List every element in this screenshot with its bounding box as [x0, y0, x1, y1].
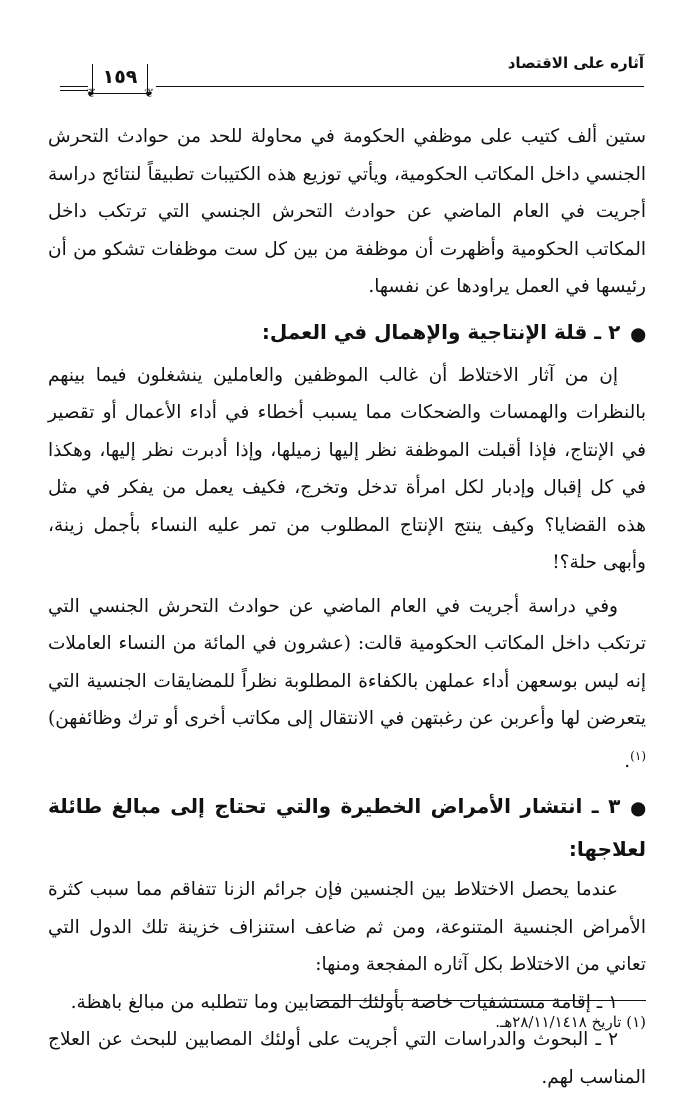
list-item: ١ ـ إقامة مستشفيات خاصة بأولئك المصابين وما تتطلبه من مبالغ باهظة. — [70, 991, 618, 1013]
section-heading-2-text: ٢ ـ قلة الإنتاجية والإهمال في العمل: — [261, 319, 621, 344]
header-rule-left-top — [60, 86, 88, 87]
section-heading-3 — [48, 786, 646, 869]
paragraph-3 — [48, 588, 646, 781]
page-number-frame — [86, 62, 154, 100]
footnote-reference: (١) — [630, 748, 646, 763]
list-item: ٢ ـ البحوث والدراسات التي أجريت على أولئك المصابين للبحث عن العلاج المناسب لهم. — [48, 1029, 646, 1088]
paragraph-3-text: وفي دراسة أجريت في العام الماضي عن حوادث التحرش الجنسي التي ترتكب داخل المكاتب الحكومية قالت: (عشرون في المائة من النساء العاملات إنه ليس بوسعهن أداء عملهن بالكفاءة المطلوبة نظراً للمضايقات الجنسية التي يتعرضن لها وأعربن عن رغبتهن في الانتقال إلى مكاتب أخرى أو ترك وظائفهن) — [48, 595, 646, 729]
paragraph-2: إن من آثار الاختلاط أن غالب الموظفين والعاملين ينشغلون فيما بينهم بالنظرات والهمسات والضحكات مما يسبب أخطاء في أداء الأعمال أو تقصير في الإنتاج، فإذا أقبلت الموظفة نظر إليها زميلها، وإذا أدبرت نظر إليها، وهكذا في كل إقبال وإدبار لكل امرأة تدخل وتخرج، فكيف يعمل من يفكر في مثل هذه القضايا؟ وكيف ينتج الإنتاج المطلوب من تمر عليه النساء بأجمل زينة، وأبهى حلة؟! — [48, 364, 646, 573]
header-rule-left-bottom — [60, 90, 88, 91]
page-number: ١٥٩ — [102, 66, 138, 88]
header-rule — [156, 86, 644, 87]
paragraph-4: عندما يحصل الاختلاط بين الجنسين فإن جرائم الزنا تتفاقم مما سبب كثرة الأمراض الجنسية المتنوعة، ومن ثم ضاعف استنزاف خزينة تلك الدول التي تعاني من الاختلاط بكل آثاره المفجعة ومنها: — [48, 879, 646, 976]
running-header — [60, 48, 644, 100]
footnote-rule — [316, 1000, 646, 1001]
floral-ornament-icon: ❦ — [86, 86, 97, 100]
paragraph-1: ستين ألف كتيب على موظفي الحكومة في محاولة للحد من حوادث التحرش الجنسي داخل المكاتب الحكومية، ويأتي توزيع هذه الكتيبات تطبيقاً لنتائج دراسة أجريت في العام الماضي عن حوادث التحرش الجنسي التي ترتكب داخل المكاتب الحكومية وأظهرت أن موظفة من بين كل ست موظفات تشكو من أن رئيسها في العمل يراودها عن نفسها. — [48, 126, 646, 297]
page-body — [48, 118, 646, 1096]
footnote: (١) تاريخ ٢٨/١١/١٤١٨هـ. — [495, 1013, 646, 1031]
paragraph-3-end: . — [624, 750, 631, 772]
section-heading-2 — [48, 312, 646, 355]
circle-bullet-icon: ⬤ — [630, 326, 646, 343]
circle-bullet-icon: ⬤ — [630, 801, 646, 818]
section-heading-3-text: ٣ ـ انتشار الأمراض الخطيرة والتي تحتاج إلى مبالغ طائلة لعلاجها: — [48, 794, 646, 862]
running-title: آثاره على الاقتصاد — [507, 54, 644, 72]
floral-ornament-icon: ❦ — [143, 86, 154, 100]
